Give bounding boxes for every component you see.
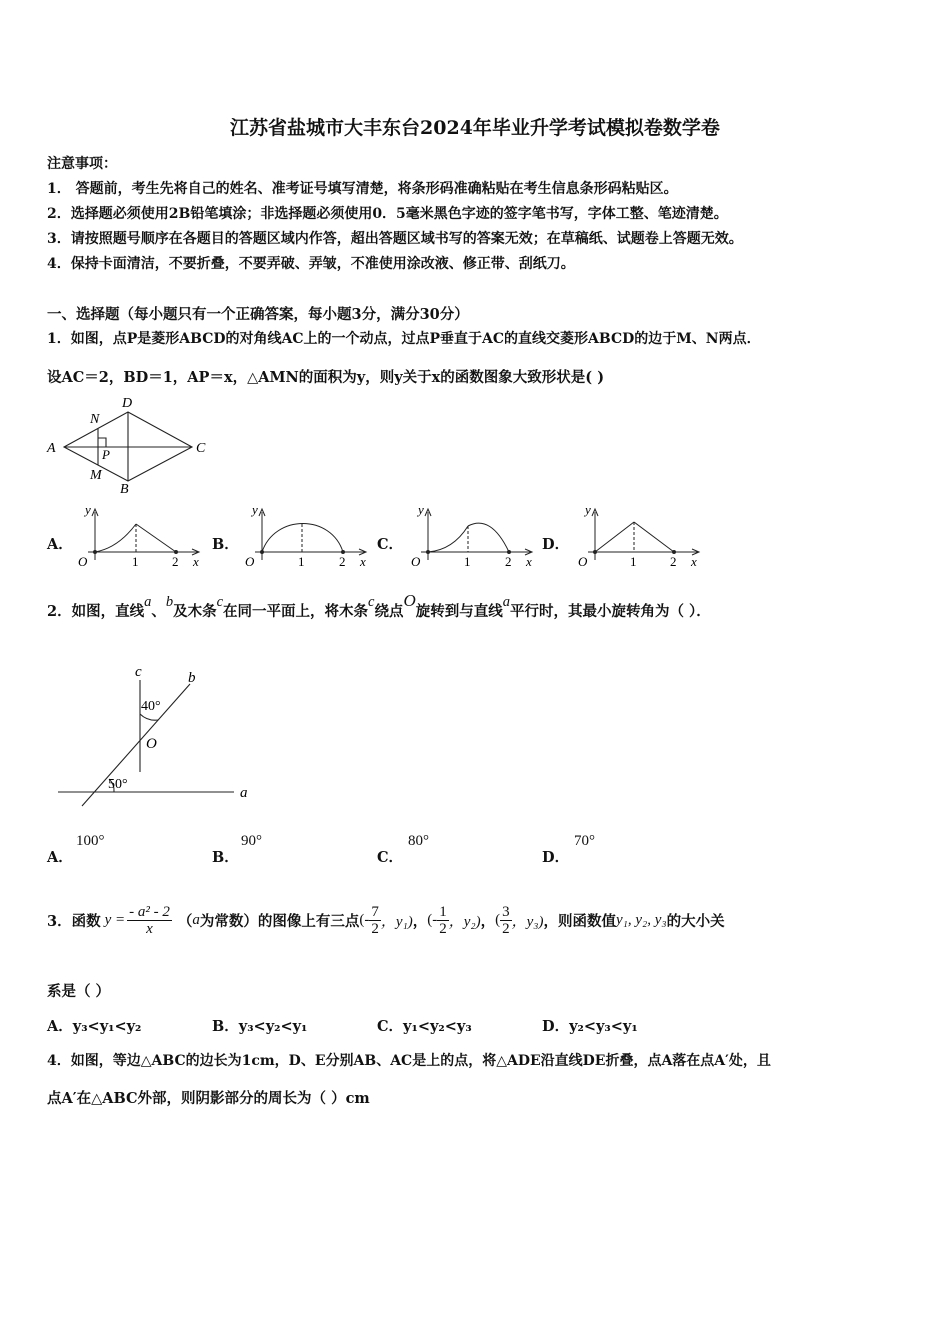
angle-40: 40° bbox=[141, 699, 161, 714]
q4-line2: 点A′在△ABC外部，则阴影部分的周长为（ ）cm bbox=[47, 1090, 370, 1107]
graph-option-c bbox=[401, 500, 541, 580]
label-c: C bbox=[196, 441, 206, 456]
graph-1: 1 bbox=[464, 554, 471, 569]
graph-o: O bbox=[411, 554, 421, 569]
rhombus-figure bbox=[42, 393, 222, 497]
q3-option-a: A．y₃<y₁<y₂ bbox=[47, 1018, 142, 1035]
graph-option-a bbox=[68, 500, 208, 580]
graph-y: y bbox=[418, 502, 424, 517]
q2-option-c: C． bbox=[377, 849, 404, 866]
label-o-point: O bbox=[146, 736, 157, 752]
graph-2: 2 bbox=[505, 554, 512, 569]
graph-2: 2 bbox=[339, 554, 346, 569]
graph-x: x bbox=[691, 554, 697, 569]
q2-stem: 2．如图，直线a、b及木条c在同一平面上，将木条c绕点O旋转到与直线a平行时，其最小旋转角为（ ）． bbox=[47, 591, 711, 620]
graph-1: 1 bbox=[132, 554, 139, 569]
lines-rotation-figure bbox=[52, 662, 272, 808]
q2-option-c-value: 80° bbox=[408, 833, 429, 849]
graph-y: y bbox=[252, 502, 258, 517]
q1-option-c: C． bbox=[377, 536, 404, 553]
graph-y: y bbox=[585, 502, 591, 517]
graph-o: O bbox=[78, 554, 88, 569]
q3-line2: 系是（ ） bbox=[47, 983, 111, 1000]
label-c-line: c bbox=[135, 664, 142, 680]
angle-50: 50° bbox=[108, 777, 128, 792]
notice-item: 2．选择题必须使用2B铅笔填涂；非选择题必须使用0．5毫米黑色字迹的签字笔书写，字体工整、笔迹清楚。 bbox=[47, 206, 728, 222]
label-b-line: b bbox=[188, 670, 196, 686]
graph-y: y bbox=[85, 502, 91, 517]
q4-line1: 4．如图，等边△ABC的边长为1cm，D、E分别AB、AC是上的点，将△ADE沿直线DE折叠，点A落在点A′处，且 bbox=[47, 1053, 771, 1069]
graph-1: 1 bbox=[298, 554, 305, 569]
q3-stem: 3．函数 y = $\frac{\text{- a² - 2}}{x}$ （ a 为常数）的图像上有三点 (- $\frac{7}{2}$ ，y₁) ， (- $\frac{1}{2}$ ，y₂) ， ( $\frac{3}{2}$ ，y₃) ，则函数值 y₁, y₂, y₃ 的大小关 bbox=[47, 903, 725, 937]
graph-x: x bbox=[526, 554, 532, 569]
graph-option-d bbox=[568, 500, 708, 580]
q1-line1: 1．如图，点P是菱形ABCD的对角线AC上的一个动点，过点P垂直于AC的直线交菱形ABCD的边于M、N两点． bbox=[47, 331, 761, 347]
graph-2: 2 bbox=[172, 554, 179, 569]
notice-heading: 注意事项： bbox=[47, 156, 117, 172]
q1-line2: 设AC＝2，BD＝1，AP＝x，△AMN的面积为y，则y关于x的函数图象大致形状是( ) bbox=[47, 369, 605, 386]
q2-option-d-value: 70° bbox=[574, 833, 595, 849]
label-a-line: a bbox=[240, 785, 248, 801]
graph-2: 2 bbox=[670, 554, 677, 569]
graph-x: x bbox=[360, 554, 366, 569]
notice-item: 1． 答题前，考生先将自己的姓名、准考证号填写清楚，将条形码准确粘贴在考生信息条形码粘贴区。 bbox=[47, 181, 678, 197]
graph-o: O bbox=[578, 554, 588, 569]
label-d: D bbox=[122, 396, 133, 411]
q2-option-b: B． bbox=[212, 849, 239, 866]
q2-option-a-value: 100° bbox=[76, 833, 105, 849]
label-n: N bbox=[90, 412, 100, 427]
graph-o: O bbox=[245, 554, 255, 569]
label-m: M bbox=[90, 468, 102, 483]
q3-option-d: D．y₂<y₃<y₁ bbox=[542, 1018, 638, 1035]
q3-option-c: C．y₁<y₂<y₃ bbox=[377, 1018, 472, 1035]
section-heading: 一、选择题（每小题只有一个正确答案，每小题3分，满分30分） bbox=[47, 306, 469, 323]
page-title: 江苏省盐城市大丰东台2024年毕业升学考试模拟卷数学卷 bbox=[230, 117, 720, 139]
q2-option-a: A． bbox=[47, 849, 73, 866]
q2-option-d: D． bbox=[542, 849, 570, 866]
function-fraction: $\frac{\text{- a² - 2}}{x}$ bbox=[129, 903, 170, 937]
q3-option-b: B．y₃<y₂<y₁ bbox=[212, 1018, 308, 1035]
notice-item: 4．保持卡面清洁，不要折叠，不要弄破、弄皱，不准使用涂改液、修正带、刮纸刀。 bbox=[47, 256, 575, 272]
q1-option-a: A． bbox=[47, 536, 73, 553]
graph-x: x bbox=[193, 554, 199, 569]
q1-option-b: B． bbox=[212, 536, 239, 553]
notice-item: 3．请按照题号顺序在各题目的答题区域内作答，超出答题区域书写的答案无效；在草稿纸、试题卷上答题无效。 bbox=[47, 231, 743, 247]
q2-option-b-value: 90° bbox=[241, 833, 262, 849]
label-b: B bbox=[120, 482, 129, 497]
label-p: P bbox=[102, 447, 110, 462]
label-a: A bbox=[47, 441, 56, 456]
q1-option-d: D． bbox=[542, 536, 570, 553]
graph-option-b bbox=[235, 500, 375, 580]
graph-1: 1 bbox=[630, 554, 637, 569]
